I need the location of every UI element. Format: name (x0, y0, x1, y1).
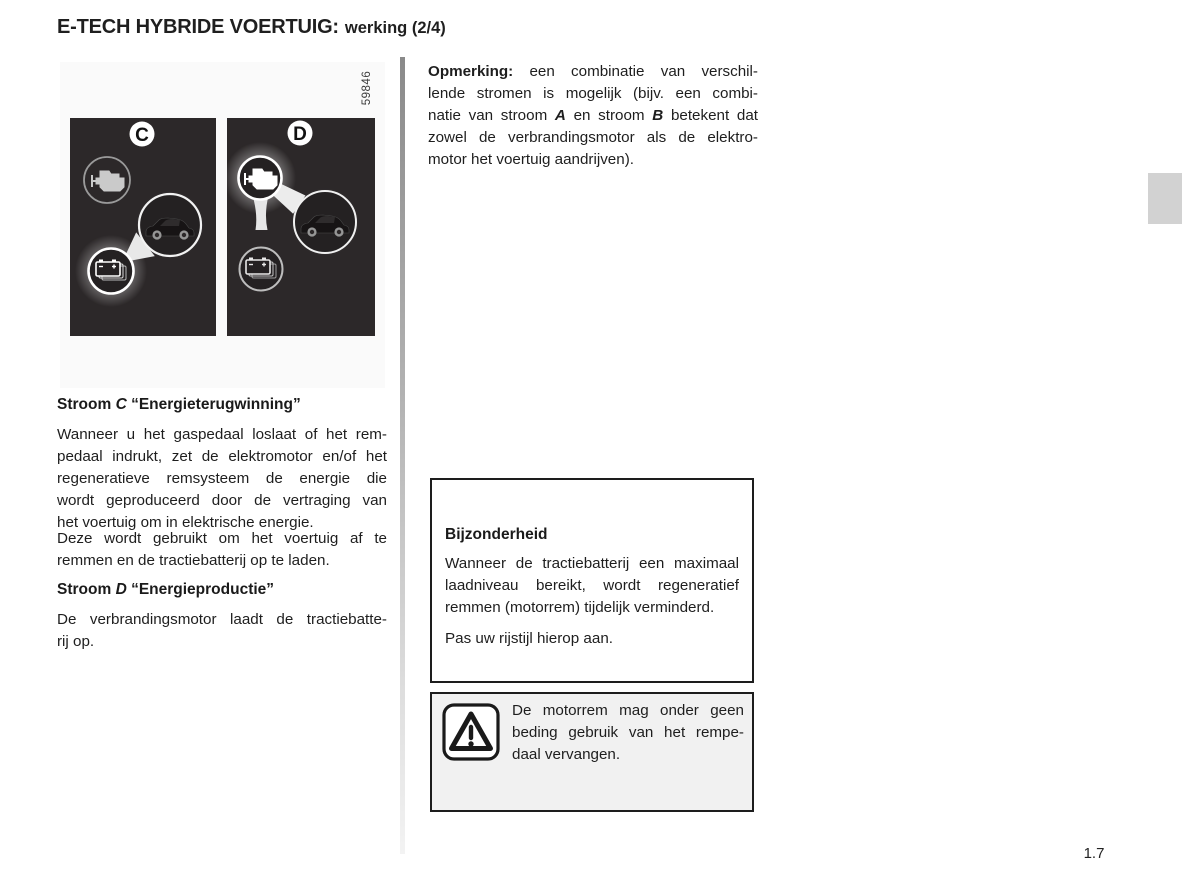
special-box-paragraph-1: Wanneer de tractiebatterij een maximaal laadniveau bereikt, wordt regeneratief remmen (motorrem) tijdelijk verminderd. (445, 555, 739, 616)
section-heading-stroom-c: Stroom C “Energieterugwinning” (57, 396, 301, 413)
special-box-paragraph-2: Pas uw rijstijl hierop aan. (445, 630, 613, 647)
page-number: 1.7 (1083, 845, 1105, 862)
warning-box (430, 692, 754, 812)
figure-number: 59846 (361, 70, 373, 106)
flow-diagram-panel-d (227, 118, 375, 336)
car-icon (291, 188, 359, 256)
paragraph-stroom-d: De verbrandingsmotor laadt de tractiebatte- rij op. (57, 611, 387, 650)
panel-label-c: C (135, 125, 149, 146)
note-paragraph: Opmerking: een combinatie van verschil- lende stromen is mogelijk (bijv. een combi- natie van stroom A en stroom B betekent dat zowel de verbrandingsmotor als de elektro- motor het voertuig aandrijven). (428, 63, 759, 168)
page-title (57, 16, 446, 39)
section-heading-stroom-d: Stroom D “Energieproductie” (57, 581, 275, 598)
paragraph-stroom-c-1: Wanneer u het gaspedaal loslaat of het rem- pedaal indrukt, zet de elektromotor en/of het regeneratieve remsysteem de energie die wordt geproduceerd door de vertraging van het voertuig om in elektrische energie. (57, 426, 387, 531)
panel-label-c-badge (130, 122, 155, 147)
column-divider (400, 57, 405, 854)
page-title-main: E-TECH HYBRIDE VOERTUIG: (57, 16, 339, 38)
warning-triangle-icon (442, 703, 500, 761)
panel-label-d-badge (288, 121, 313, 146)
flow-diagram-panel-c (70, 118, 216, 336)
car-icon (136, 191, 204, 259)
special-note-box (430, 478, 754, 683)
paragraph-stroom-c-2: Deze wordt gebruikt om het voertuig af te remmen en de tractiebatterij op te laden. (57, 530, 387, 569)
special-box-heading: Bijzonderheid (445, 526, 548, 543)
engine-icon (239, 157, 282, 200)
panel-label-d: D (293, 124, 307, 145)
battery-icon (89, 249, 134, 294)
figure-illustration (60, 62, 385, 388)
spacer (445, 619, 739, 628)
battery-icon (240, 248, 283, 291)
warning-text: De motorrem mag onder geen beding gebruik van het rempe- daal vervangen. (512, 702, 744, 763)
page-title-sub: werking (2/4) (344, 19, 446, 37)
chapter-tab (1148, 173, 1182, 224)
